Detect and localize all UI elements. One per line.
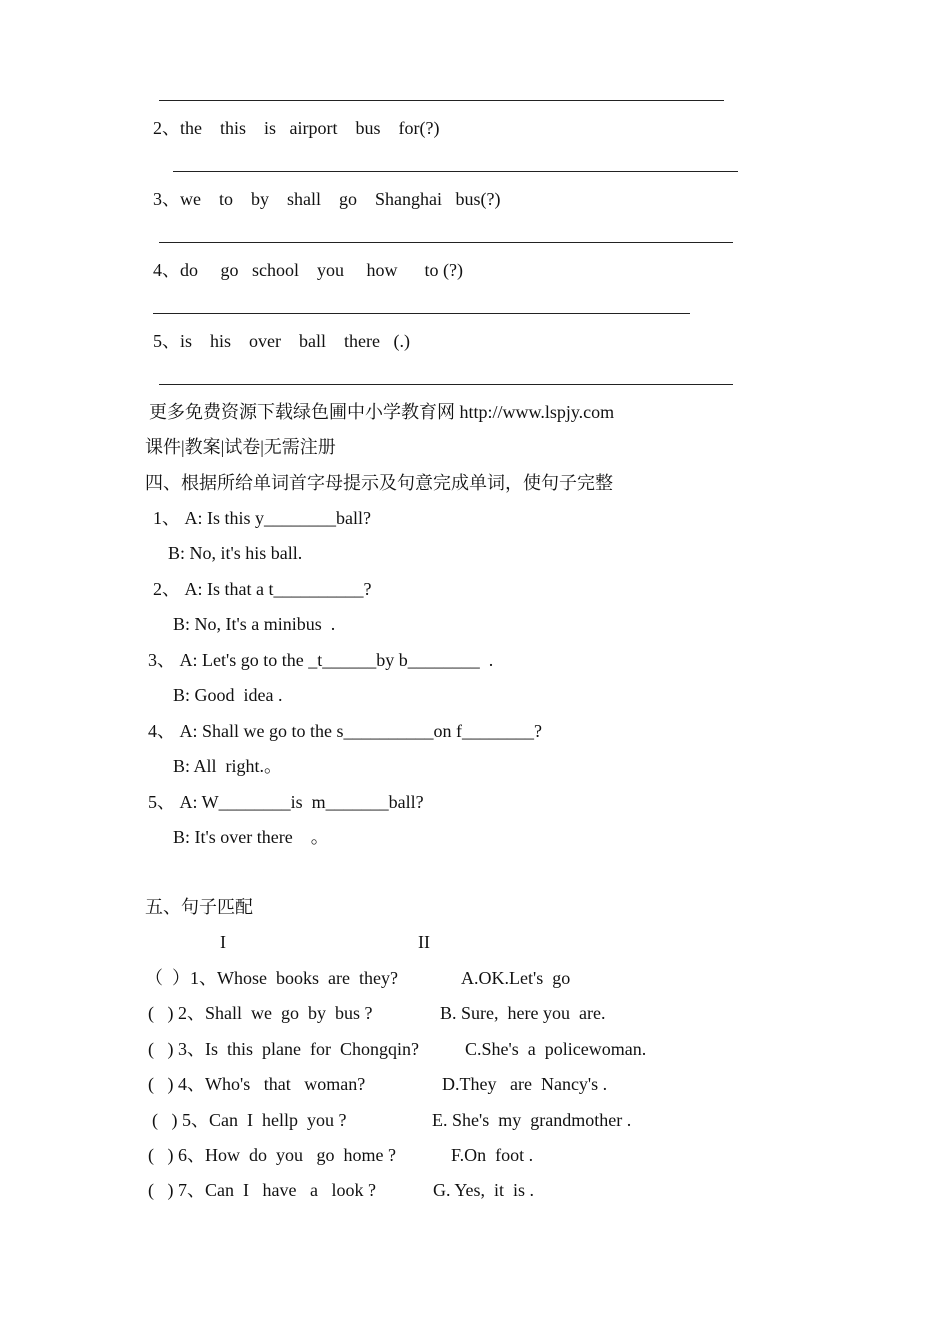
answer-line[interactable] — [153, 313, 690, 314]
ad-line: 课件|教案|试卷|无需注册 — [145, 437, 336, 457]
match-question: （ ）1、Whose books are they? — [145, 968, 398, 988]
dialogue-line: B: It's over there 。 — [173, 827, 329, 847]
reorder-item: 4、do go school you how to (?) — [153, 260, 463, 280]
answer-line[interactable] — [159, 242, 733, 243]
dialogue-line: 3、 A: Let's go to the _t______by b________ . — [148, 650, 494, 670]
dialogue-line: B: No, it's his ball. — [168, 543, 303, 563]
answer-line[interactable] — [159, 100, 724, 101]
dialogue-line: 5、 A: W________is m_______ball? — [148, 792, 424, 812]
dialogue-line: B: No, It's a minibus . — [173, 614, 336, 634]
dialogue-line: B: All right.。 — [173, 756, 283, 776]
match-answer: A.OK.Let's go — [461, 968, 571, 988]
match-answer: E. She's my grandmother . — [432, 1110, 632, 1130]
column-header: I — [220, 932, 226, 952]
column-header: II — [418, 932, 430, 952]
match-answer: C.She's a policewoman. — [465, 1039, 647, 1059]
answer-line[interactable] — [159, 384, 733, 385]
dialogue-line: 1、 A: Is this y________ball? — [153, 508, 371, 528]
section-heading: 四、根据所给单词首字母提示及句意完成单词，使句子完整 — [145, 473, 613, 493]
reorder-item: 3、we to by shall go Shanghai bus(?) — [153, 189, 501, 209]
answer-line[interactable] — [173, 171, 738, 172]
match-answer: G. Yes, it is . — [433, 1180, 535, 1200]
section-heading: 五、句子匹配 — [145, 897, 253, 917]
match-question: ( ) 5、Can I hellp you ? — [152, 1110, 347, 1130]
reorder-item: 2、the this is airport bus for(?) — [153, 118, 440, 138]
match-answer: D.They are Nancy's . — [442, 1074, 608, 1094]
match-question: ( ) 3、Is this plane for Chongqin? — [148, 1039, 419, 1059]
match-question: ( ) 4、Who's that woman? — [148, 1074, 366, 1094]
dialogue-line: 4、 A: Shall we go to the s__________on f________? — [148, 721, 542, 741]
ad-line: 更多免费资源下载绿色圃中小学教育网 http://www.lspjy.com — [149, 402, 615, 422]
match-answer: B. Sure, here you are. — [440, 1003, 606, 1023]
reorder-item: 5、is his over ball there (.) — [153, 331, 410, 351]
dialogue-line: B: Good idea . — [173, 685, 283, 705]
match-question: ( ) 2、Shall we go by bus ? — [148, 1003, 373, 1023]
match-question: ( ) 6、How do you go home ? — [148, 1145, 396, 1165]
match-answer: F.On foot . — [451, 1145, 534, 1165]
dialogue-line: 2、 A: Is that a t__________? — [153, 579, 372, 599]
match-question: ( ) 7、Can I have a look ? — [148, 1180, 376, 1200]
